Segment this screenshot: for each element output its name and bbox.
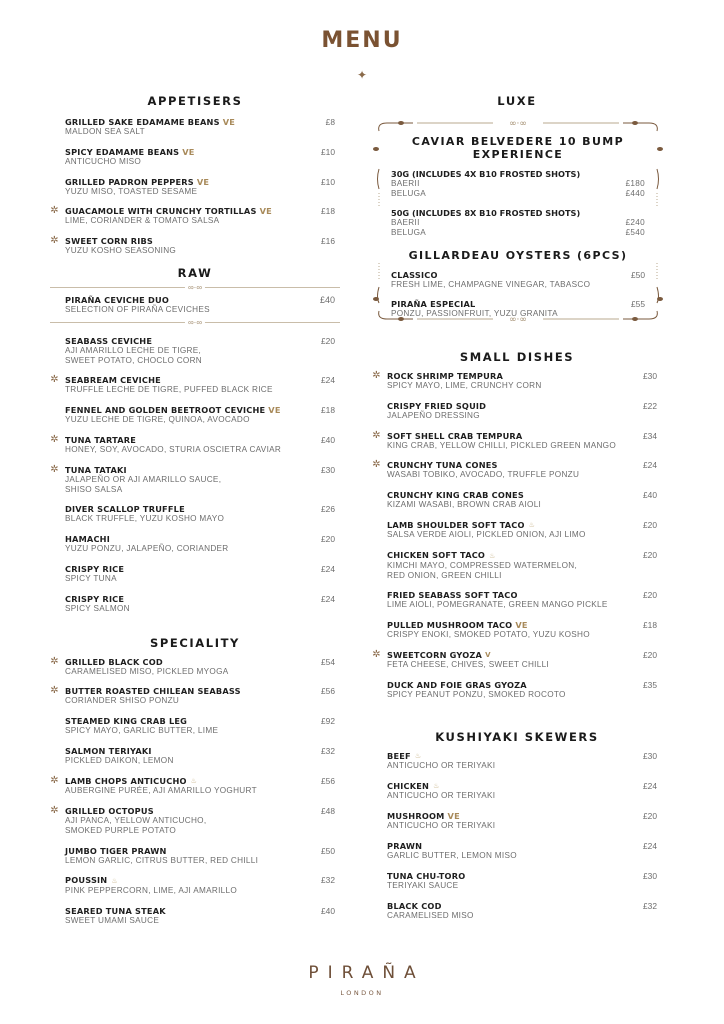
item-name: [65, 177, 310, 187]
item-desc: AJI PANCA, YELLOW ANTICUCHO,: [65, 816, 207, 826]
menu-item: [50, 906, 340, 926]
small-dishes-list: [372, 371, 662, 700]
item-name: [65, 776, 310, 787]
item-name: [65, 746, 310, 756]
item-desc: FETA CHEESE, CHIVES, SWEET CHILLI: [387, 659, 550, 669]
menu-item: [50, 375, 340, 395]
item-name-text: LAMB CHOPS ANTICUCHO: [65, 775, 187, 786]
menu-item: [50, 686, 340, 706]
item-desc: KIZAMI WASABI, BROWN CRAB AIOLI: [387, 500, 542, 510]
divider-ornament: [50, 283, 340, 292]
item-desc: LEMON GARLIC, CITRUS BUTTER, RED CHILLI: [65, 855, 259, 865]
item-name: [65, 206, 310, 216]
item-name: [65, 716, 310, 726]
item-name: [65, 657, 310, 667]
item-name: [65, 375, 310, 385]
item-desc: CARAMELISED MISO, PICKLED MYOGA: [65, 666, 229, 676]
menu-item: [50, 564, 340, 584]
robata-grill-icon: ♨: [190, 777, 198, 786]
item-name-text: CRUNCHY TUNA CONES: [387, 460, 498, 471]
item-desc: SWEET UMAMI SAUCE: [65, 915, 160, 925]
item-desc: SPICY MAYO, LIME, CRUNCHY CORN: [387, 381, 542, 390]
section-title-kushiyaki: KUSHIYAKI SKEWERS: [435, 729, 599, 744]
item-desc: YUZU KOSHO SEASONING: [65, 246, 177, 256]
item-price: £56: [321, 775, 335, 786]
menu-item: [50, 405, 340, 425]
item-name: [387, 490, 632, 500]
vegan-badge: VE: [222, 117, 236, 127]
item-price: £20: [321, 335, 335, 346]
item-name-text: SWEETCORN GYOZA: [387, 649, 483, 660]
signature-dish-icon: ✲: [50, 805, 59, 817]
item-price: £20: [643, 649, 657, 660]
item-price: £54: [321, 656, 335, 667]
menu-item: [50, 147, 340, 167]
item-desc: JALAPEÑO DRESSING: [387, 410, 480, 420]
caviar-label: BAERII: [391, 179, 420, 188]
item-name-text: SEABASS CEVICHE: [65, 335, 153, 346]
menu-item: [372, 401, 662, 421]
item-name-text: DUCK AND FOIE GRAS GYOZA: [387, 679, 527, 690]
item-price: £24: [643, 460, 657, 471]
signature-dish-icon: ✲: [50, 774, 59, 786]
speciality-list: [50, 657, 340, 926]
caviar-price: £240: [625, 218, 645, 227]
brand-location: LONDON: [340, 989, 384, 997]
signature-dish-icon: ✲: [50, 205, 59, 217]
item-price: £10: [321, 176, 335, 187]
caviar-title: CAVIAR BELVEDERE 10 BUMP EXPERIENCE: [411, 135, 625, 161]
item-desc: MALDON SEA SALT: [65, 127, 145, 136]
item-name-text: SEABREAM CEVICHE: [65, 375, 161, 386]
item-name-text: HAMACHI: [65, 534, 110, 545]
item-price: £24: [321, 563, 335, 574]
item-desc: KING CRAB, YELLOW CHILLI, PICKLED GREEN MANGO: [387, 440, 617, 450]
oysters-title: GILLARDEAU OYSTERS (6PCS): [408, 249, 628, 262]
item-name-text: SPICY EDAMAME BEANS: [65, 146, 180, 157]
item-price: £24: [643, 780, 657, 791]
caviar-row: [391, 218, 645, 228]
item-desc: SPICY SALMON: [65, 603, 130, 613]
item-desc: SMOKED PURPLE POTATO: [65, 825, 177, 835]
menu-item: [372, 781, 662, 801]
item-desc: ANTICUCHO OR TERIYAKI: [387, 761, 496, 771]
item-price: £40: [643, 490, 657, 501]
menu-item: [50, 875, 340, 895]
menu-item: [50, 594, 340, 614]
divider-ornament: [50, 318, 340, 327]
item-name-text: SALMON TERIYAKI: [65, 745, 152, 756]
item-price: £56: [321, 686, 335, 697]
menu-item: [50, 716, 340, 736]
item-price: £10: [321, 146, 335, 157]
item-price: £30: [643, 750, 657, 761]
caviar-price: £180: [625, 179, 645, 188]
item-name: [387, 811, 632, 821]
item-desc: ANTICUCHO OR TERIYAKI: [387, 821, 496, 831]
item-price: £20: [643, 811, 657, 822]
vegan-badge: VE: [259, 206, 272, 217]
item-price: £26: [321, 504, 335, 515]
item-name-text: GRILLED OCTOPUS: [65, 806, 154, 817]
item-name: [65, 465, 310, 475]
item-name-text: POUSSIN: [65, 875, 108, 886]
item-name-text: PULLED MUSHROOM TACO: [387, 620, 513, 631]
item-name: [387, 680, 632, 690]
robata-grill-icon: ♨: [414, 752, 422, 761]
menu-item: [50, 117, 340, 137]
menu-item: [372, 371, 662, 391]
item-desc: PICKLED DAIKON, LEMON: [65, 755, 174, 765]
item-price: £40: [321, 905, 335, 916]
item-price: £30: [643, 870, 657, 881]
menu-item: [372, 841, 662, 861]
item-desc: SPICY MAYO, GARLIC BUTTER, LIME: [65, 726, 219, 736]
item-price: £40: [319, 294, 335, 305]
item-desc: LIME, CORIANDER & TOMATO SALSA: [65, 216, 220, 226]
item-price: £24: [321, 593, 335, 604]
menu-item: [50, 746, 340, 766]
item-name-text: BLACK COD: [387, 900, 442, 911]
item-name: [65, 236, 310, 246]
appetisers-list: [50, 117, 340, 256]
oysters-list: [373, 262, 663, 319]
menu-item: [50, 435, 340, 455]
section-title-luxe: LUXE: [497, 94, 537, 108]
item-desc: WASABI TOBIKO, AVOCADO, TRUFFLE PONZU: [387, 470, 580, 480]
item-name-text: GRILLED BLACK COD: [65, 656, 163, 667]
item-desc: SHISO SALSA: [65, 484, 123, 494]
caviar-row: [391, 189, 645, 199]
item-desc: AJI AMARILLO LECHE DE TIGRE,: [65, 345, 202, 355]
item-price: £92: [321, 716, 335, 727]
item-name-text: TUNA CHU-TORO: [387, 870, 466, 881]
item-name-text: GRILLED SAKE EDAMAME BEANS: [65, 117, 220, 127]
item-name-text: BUTTER ROASTED CHILEAN SEABASS: [65, 686, 241, 697]
caviar-options: [373, 161, 663, 237]
item-name: [387, 650, 632, 660]
item-name: [387, 751, 632, 762]
caviar-size: 50G (INCLUDES 8X B10 FROSTED SHOTS): [391, 208, 581, 218]
star-ornament-icon: ✦: [356, 68, 368, 82]
item-price: £24: [321, 375, 335, 386]
svg-text:∞·∞: ∞·∞: [509, 119, 527, 129]
menu-item: [372, 680, 662, 700]
signature-dish-icon: ✲: [50, 463, 59, 475]
item-price: £22: [643, 400, 657, 411]
menu-item: [50, 657, 340, 677]
item-name: PIRAÑA CEVICHE DUO: [65, 294, 170, 305]
item-desc: SPICY TUNA: [65, 573, 117, 583]
item-price: £55: [631, 298, 645, 309]
item-desc: KIMCHI MAYO, COMPRESSED WATERMELON,: [387, 560, 578, 570]
item-desc: ANTICUCHO OR TERIYAKI: [387, 791, 496, 801]
menu-item: [372, 431, 662, 451]
item-name-text: SEARED TUNA STEAK: [65, 905, 166, 916]
item-price: £16: [321, 236, 335, 247]
menu-item: [372, 550, 662, 580]
item-price: £20: [643, 519, 657, 530]
menu-item: [50, 465, 340, 495]
menu-item: [372, 620, 662, 640]
item-desc: YUZU MISO, TOASTED SESAME: [65, 186, 198, 196]
item-name: [65, 147, 310, 157]
item-name: [387, 460, 632, 470]
robata-grill-icon: ♨: [489, 551, 496, 560]
menu-item: [50, 177, 340, 197]
item-name: [387, 371, 632, 381]
item-desc: SWEET POTATO, CHOCLO CORN: [65, 355, 202, 365]
item-desc: BLACK TRUFFLE, YUZU KOSHO MAYO: [65, 514, 225, 524]
item-name: CLASSICO: [391, 270, 438, 280]
item-desc: PINK PEPPERCORN, LIME, AJI AMARILLO: [65, 885, 238, 895]
item-name-text: CHICKEN SOFT TACO: [387, 550, 486, 561]
featured-item: [50, 295, 340, 315]
item-desc: PONZU, PASSIONFRUIT, YUZU GRANITA: [391, 308, 558, 318]
item-price: £24: [643, 840, 657, 851]
caviar-label: BAERII: [391, 218, 420, 227]
item-name-text: JUMBO TIGER PRAWN: [65, 845, 167, 856]
item-desc: YUZU PONZU, JALAPEÑO, CORIANDER: [65, 544, 229, 554]
signature-dish-icon: ✲: [50, 655, 59, 667]
signature-dish-icon: ✲: [50, 685, 59, 697]
menu-item: [372, 871, 662, 891]
vegan-badge: VE: [196, 176, 210, 187]
item-price: £50: [321, 845, 335, 856]
item-price: £20: [643, 550, 657, 561]
item-desc: HONEY, SOY, AVOCADO, STURIA OSCIETRA CAVIAR: [65, 444, 282, 454]
menu-item: [50, 776, 340, 796]
item-name-text: CRISPY RICE: [65, 563, 125, 574]
vegan-badge: VE: [447, 811, 460, 822]
item-name-text: CRISPY FRIED SQUID: [387, 400, 487, 411]
vegan-badge: VE: [268, 405, 281, 416]
item-desc: RED ONION, GREEN CHILLI: [387, 570, 502, 580]
item-name-text: CRUNCHY KING CRAB CONES: [387, 490, 524, 501]
item-price: £32: [643, 900, 657, 911]
item-name: [65, 117, 310, 127]
caviar-option: [391, 208, 645, 237]
item-price: £50: [631, 270, 645, 280]
item-desc: GARLIC BUTTER, LEMON MISO: [387, 850, 517, 860]
item-name-text: TUNA TARTARE: [65, 434, 137, 445]
item-name-text: STEAMED KING CRAB LEG: [65, 716, 188, 727]
menu-item: [50, 336, 340, 366]
item-price: £8: [325, 117, 335, 127]
item-name: [65, 405, 310, 415]
caviar-block: [373, 135, 663, 319]
menu-item: [50, 504, 340, 524]
menu-item: [50, 534, 340, 554]
brand-logo: PIRAÑA: [308, 963, 425, 983]
item-price: £30: [643, 371, 657, 381]
item-name: [387, 431, 632, 441]
caviar-label: BELUGA: [391, 188, 427, 198]
menu-item: [50, 806, 340, 836]
item-name-text: PRAWN: [387, 840, 423, 851]
menu-item: [372, 520, 662, 540]
knot-ornament-icon: ∞·∞: [185, 283, 205, 292]
item-name: [387, 401, 632, 411]
vegan-badge: VE: [515, 620, 528, 631]
section-title-raw: RAW: [177, 265, 213, 280]
item-name: [387, 550, 632, 561]
item-name: [65, 594, 310, 604]
item-desc: LIME AIOLI, POMEGRANATE, GREEN MANGO PICKLE: [387, 600, 608, 610]
menu-item: [50, 206, 340, 226]
item-name: [387, 841, 632, 851]
item-desc: SELECTION OF PIRAÑA CEVICHES: [65, 304, 210, 314]
item-price: £18: [321, 206, 335, 217]
item-name: [387, 871, 632, 881]
item-name: [65, 564, 310, 574]
signature-dish-icon: ✲: [372, 370, 381, 381]
signature-dish-icon: ✲: [50, 374, 59, 386]
signature-dish-icon: ✲: [372, 459, 381, 471]
item-name: [65, 846, 310, 856]
menu-item: [372, 590, 662, 610]
item-name: [387, 620, 632, 630]
caviar-option: [391, 169, 645, 198]
item-desc: CORIANDER SHISO PONZU: [65, 696, 180, 706]
item-name-text: BEEF: [387, 750, 411, 761]
item-price: £20: [321, 534, 335, 545]
menu-item: [50, 236, 340, 256]
item-desc: FRESH LIME, CHAMPAGNE VINEGAR, TABASCO: [391, 280, 591, 289]
menu-item: [372, 901, 662, 921]
item-name-text: LAMB SHOULDER SOFT TACO: [387, 519, 525, 530]
item-name: PIRAÑA ESPECIAL: [391, 298, 476, 309]
menu-item: [372, 811, 662, 831]
item-name: [65, 504, 310, 514]
item-price: £18: [643, 620, 657, 631]
item-price: £40: [321, 434, 335, 445]
menu-item: [372, 490, 662, 510]
oyster-item: [385, 299, 645, 319]
item-name: [65, 686, 310, 696]
robata-grill-icon: ♨: [111, 876, 118, 885]
item-name-text: GUACAMOLE WITH CRUNCHY TORTILLAS: [65, 206, 257, 217]
item-name: [387, 520, 632, 531]
item-price: £18: [321, 405, 335, 416]
signature-dish-icon: ✲: [372, 429, 381, 441]
section-title-small-dishes: SMALL DISHES: [459, 350, 575, 364]
item-desc: SPICY PEANUT PONZU, SMOKED ROCOTO: [387, 689, 566, 699]
right-column: [372, 94, 662, 930]
signature-dish-icon: ✲: [50, 235, 59, 247]
item-name: [387, 590, 632, 600]
item-name-text: CRISPY RICE: [65, 593, 125, 604]
item-name: [65, 336, 310, 346]
robata-grill-icon: ♨: [528, 521, 536, 530]
caviar-price: £540: [625, 227, 645, 237]
menu-item: [372, 460, 662, 480]
item-name-text: FENNEL AND GOLDEN BEETROOT CEVICHE: [65, 405, 266, 416]
section-title-appetisers: APPETISERS: [147, 94, 243, 108]
item-name-text: SOFT SHELL CRAB TEMPURA: [387, 430, 523, 441]
item-price: £30: [321, 464, 335, 475]
item-desc: SALSA VERDE AIOLI, PICKLED ONION, AJI LIMO: [387, 530, 586, 540]
vegan-badge: VE: [182, 146, 195, 157]
signature-dish-icon: ✲: [372, 648, 381, 660]
raw-list: [50, 336, 340, 614]
item-price: £48: [321, 806, 335, 817]
item-name: [65, 435, 310, 445]
item-price: £32: [321, 745, 335, 756]
robata-grill-icon: ♨: [433, 782, 440, 791]
item-desc: TERIYAKI SAUCE: [387, 880, 459, 890]
item-name: [387, 781, 632, 792]
item-price: £35: [643, 679, 657, 690]
item-name-text: GRILLED PADRON PEPPERS: [65, 176, 194, 187]
item-desc: YUZU LECHE DE TIGRE, QUINOA, AVOCADO: [65, 415, 250, 425]
item-desc: CRISPY ENOKI, SMOKED POTATO, YUZU KOSHO: [387, 630, 590, 640]
caviar-row: [391, 228, 645, 238]
item-name-text: MUSHROOM: [387, 811, 445, 822]
luxe-frame: [372, 112, 662, 330]
item-desc: JALAPEÑO OR AJI AMARILLO SAUCE,: [65, 474, 222, 484]
section-title-speciality: SPECIALITY: [150, 635, 240, 650]
item-name-text: CHICKEN: [387, 780, 430, 791]
caviar-size: 30G (INCLUDES 4X B10 FROSTED SHOTS): [391, 169, 581, 179]
item-name: [65, 875, 310, 886]
kushiyaki-list: [372, 751, 662, 921]
item-name: [387, 901, 632, 911]
caviar-price: £440: [625, 188, 645, 198]
menu-item: [372, 650, 662, 670]
item-desc: TRUFFLE LECHE DE TIGRE, PUFFED BLACK RICE: [65, 385, 273, 395]
item-name: [65, 806, 310, 816]
menu-item: [50, 846, 340, 866]
item-name-text: FRIED SEABASS SOFT TACO: [387, 590, 518, 601]
item-price: £20: [643, 590, 657, 601]
item-name-text: DIVER SCALLOP TRUFFLE: [65, 504, 185, 515]
item-name-text: SWEET CORN RIBS: [65, 236, 154, 247]
page-title: MENU: [321, 28, 403, 53]
svg-text:∞·∞: ∞·∞: [509, 315, 527, 325]
item-desc: CARAMELISED MISO: [387, 910, 474, 920]
knot-ornament-icon: ∞·∞: [185, 318, 205, 327]
item-desc: ANTICUCHO MISO: [65, 156, 142, 166]
caviar-label: BELUGA: [391, 227, 427, 237]
item-price: £32: [321, 875, 335, 886]
item-name-text: TUNA TATAKI: [65, 464, 127, 475]
signature-dish-icon: ✲: [50, 433, 59, 445]
left-column: [50, 94, 340, 936]
oyster-item: [385, 270, 645, 290]
item-name: [65, 906, 310, 916]
item-name: [65, 534, 310, 544]
vegetarian-badge: V: [485, 650, 491, 659]
caviar-row: [391, 179, 645, 189]
item-desc: AUBERGINE PURÉE, AJI AMARILLO YOGHURT: [65, 786, 257, 796]
item-name-text: ROCK SHRIMP TEMPURA: [387, 371, 503, 381]
item-price: £34: [643, 430, 657, 441]
menu-item: [372, 751, 662, 771]
